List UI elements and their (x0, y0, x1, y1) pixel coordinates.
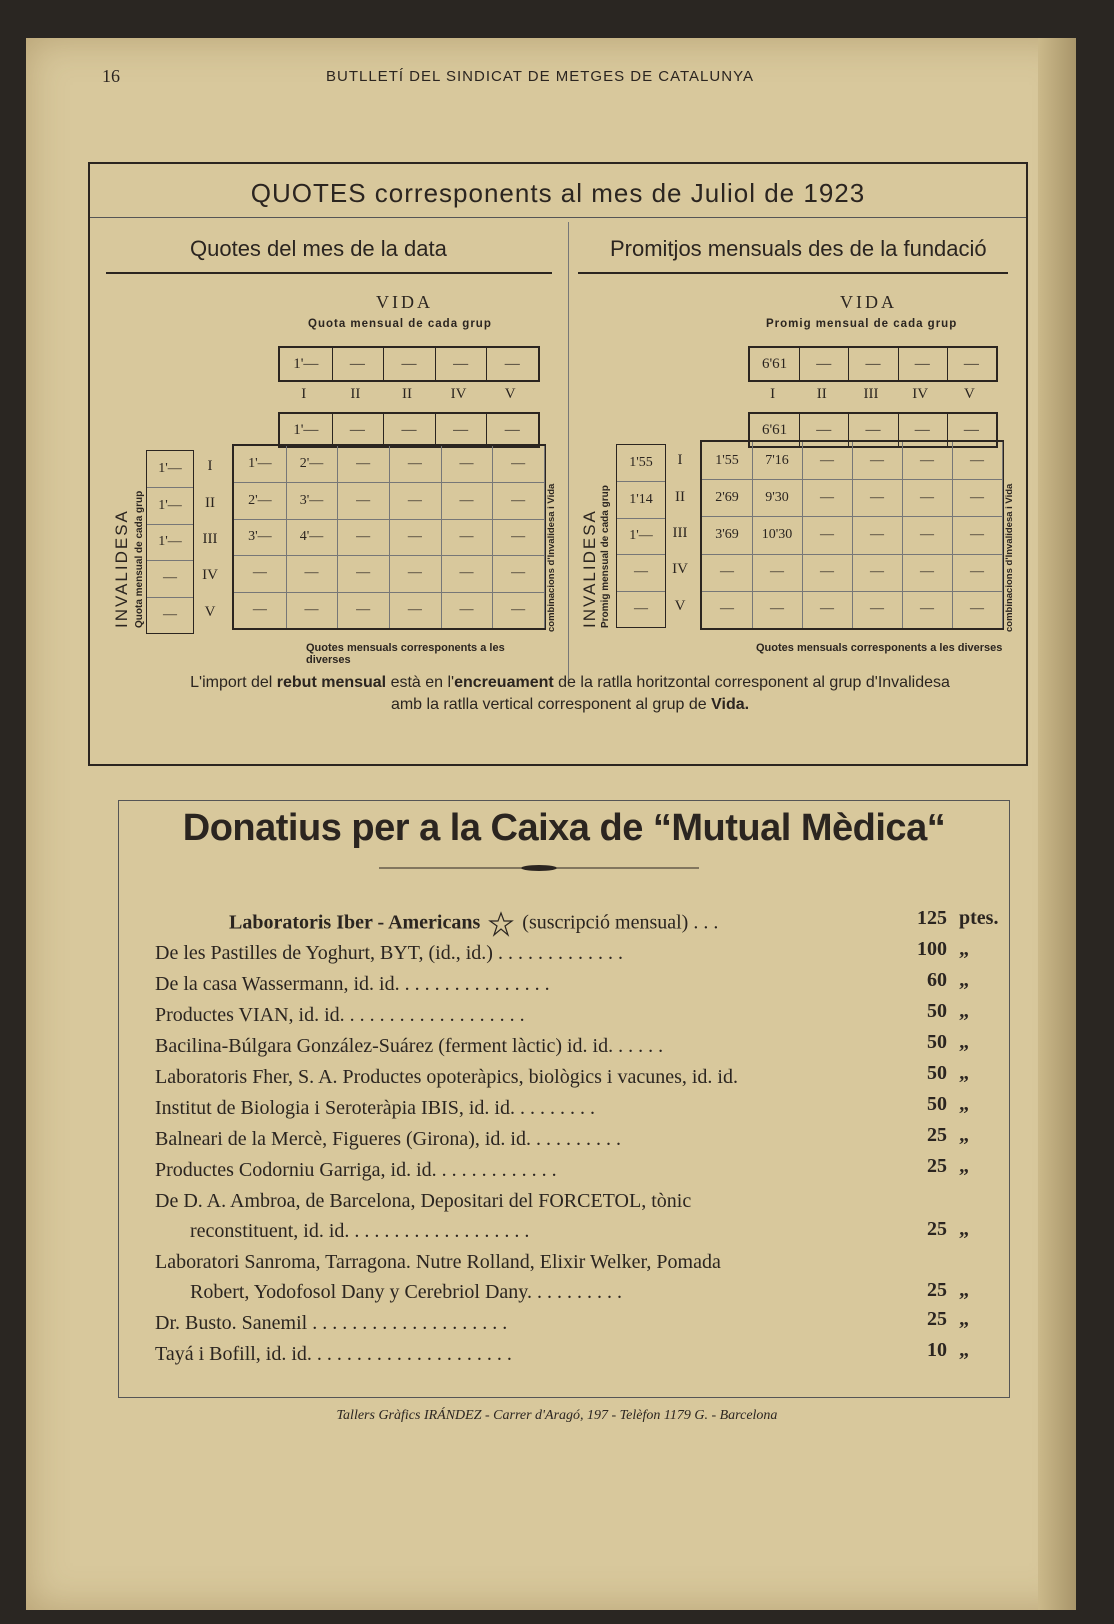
left-matrix-cell: 4'— (286, 519, 339, 555)
left-matrix-cell: — (337, 555, 390, 591)
donation-text: Balneari de la Mercè, Figueres (Girona), id. id. . . . . . . . . . (155, 1128, 621, 1150)
left-vida-roman: II (401, 386, 412, 402)
left-matrix-row (234, 592, 544, 628)
right-matrix-cell: — (852, 591, 903, 628)
left-matrix-cell: — (441, 446, 494, 482)
right-matrix-row (702, 442, 1002, 480)
right-matrix-cell: — (802, 479, 853, 516)
left-matrix-cell: — (492, 592, 545, 628)
donation-unit: „ (959, 1155, 969, 1177)
donation-amount: 10 (927, 1339, 947, 1361)
donation-text: Productes VIAN, id. id. . . . . . . . . . . . . . . . . . . (155, 1004, 525, 1026)
donation-unit: „ (959, 1000, 969, 1022)
right-heading-rule (578, 272, 1008, 274)
right-matrix-cell: 3'69 (702, 516, 753, 553)
right-matrix-cell: 1'55 (702, 442, 753, 479)
right-row-roman: IV (672, 561, 688, 578)
right-matrix-cell: — (902, 442, 953, 479)
right-matrix-cell: — (802, 591, 853, 628)
right-matrix-cell: — (852, 554, 903, 591)
left-invalidesa-label: INVALIDESA (112, 509, 131, 628)
right-matrix-cell: — (952, 591, 1003, 628)
donation-amount: 25 (927, 1124, 947, 1146)
left-vida-roman: II (350, 386, 361, 402)
donation-text: Bacilina-Búlgara González-Suárez (ferment làctic) id. id. . . . . . (155, 1035, 664, 1057)
right-matrix-cell: 9'30 (752, 479, 803, 516)
donation-text-cont: Robert, Yodofosol Dany y Cerebriol Dany. . . . . . . . . . (190, 1281, 623, 1303)
ornament-rule (379, 863, 699, 873)
donation-unit: „ (959, 1308, 969, 1330)
left-matrix-cell: — (337, 446, 390, 482)
left-matrix-cell: 3'— (234, 519, 287, 555)
left-top-cell: 1'— (280, 348, 333, 380)
left-matrix-row (234, 519, 544, 556)
left-invalidesa-cell: — (147, 560, 193, 597)
right-second-cell: — (963, 421, 979, 438)
donation-text: De D. A. Ambroa, de Barcelona, Depositari del FORCETOL, tònic (155, 1190, 692, 1212)
printer-footer: Tallers Gràfics IRÁNDEZ - Carrer d'Aragó, 197 - Telèfon 1179 G. - Barcelona (336, 1408, 778, 1423)
right-matrix-cell: 10'30 (752, 516, 803, 553)
quotes-table-box (88, 162, 1028, 766)
donation-amount: 50 (927, 1000, 947, 1022)
right-invalidesa-cell: 1'— (617, 518, 665, 555)
left-matrix-cell: — (337, 482, 390, 518)
donation-unit: „ (959, 1124, 969, 1146)
donation-amount: 60 (927, 969, 947, 991)
left-matrix-cell: — (337, 519, 390, 555)
note-text-1: L'import del (190, 674, 277, 691)
right-row-roman: III (672, 525, 688, 541)
right-top-cell: — (848, 348, 898, 380)
title-rule (90, 217, 1026, 218)
right-top-cell: — (963, 355, 979, 372)
left-invalidesa-sub: Quota mensual de cada grup (134, 490, 145, 628)
left-row-roman: IV (202, 567, 218, 584)
donation-amount: 50 (927, 1093, 947, 1115)
right-combination-matrix (700, 440, 1004, 630)
left-matrix-cell: — (234, 555, 287, 591)
running-header (0, 66, 1114, 90)
left-matrix-cell: 2'— (286, 446, 339, 482)
left-vida-sub: Quota mensual de cada grup (308, 318, 492, 330)
left-invalidesa-cell: 1'— (147, 487, 193, 524)
donation-amount: 125 (917, 907, 947, 929)
left-matrix-cell: — (337, 592, 390, 628)
left-heading: Quotes del mes de la data (190, 236, 447, 261)
right-matrix-cell: 2'69 (702, 479, 753, 516)
left-matrix-cell: — (492, 482, 545, 518)
donation-note: (suscripció mensual) . . . (522, 911, 719, 934)
right-matrix-row (702, 479, 1002, 517)
right-vida-roman: III (863, 386, 879, 402)
page-number: 16 (102, 66, 120, 86)
right-vida-roman: IV (912, 386, 929, 402)
left-heading-rule (106, 272, 552, 274)
left-second-cell: — (435, 414, 488, 446)
note-bold-3: Vida. (711, 696, 750, 713)
right-invalidesa-column (616, 444, 666, 628)
left-matrix-row (234, 446, 544, 483)
left-matrix-cell: — (389, 446, 442, 482)
left-matrix-cell: 3'— (286, 482, 339, 518)
right-top-cell: — (898, 348, 948, 380)
right-matrix-row (702, 554, 1002, 592)
donation-text: Institut de Biologia i Seroteràpia IBIS, id. id. . . . . . . . . (155, 1097, 595, 1119)
right-second-cell: 6'61 (750, 414, 800, 446)
right-second-cell: — (799, 414, 849, 446)
right-matrix-cell: — (952, 554, 1003, 591)
left-top-cell: — (383, 348, 436, 380)
donation-name: Laboratoris Iber - Americans (229, 911, 481, 934)
left-matrix-row (234, 482, 544, 519)
right-vida-sub: Promig mensual de cada grup (766, 318, 958, 330)
quotes-title: QUOTES corresponents al mes de Juliol de 1923 (250, 178, 866, 208)
left-matrix-cell: — (492, 555, 545, 591)
donation-unit: „ (959, 1093, 969, 1115)
right-matrix-cell: — (902, 479, 953, 516)
right-matrix-cell: — (802, 516, 853, 553)
donations-box (118, 800, 1010, 1398)
right-matrix-cell: 7'16 (752, 442, 803, 479)
left-vida-roman: IV (450, 386, 467, 402)
panel-divider (568, 222, 569, 682)
right-row-roman: I (677, 452, 683, 469)
right-invalidesa-cell: — (634, 600, 648, 616)
left-matrix-cell: — (492, 519, 545, 555)
left-second-cell: — (383, 414, 436, 446)
left-matrix-cell: — (441, 592, 494, 628)
donation-amount: 50 (927, 1062, 947, 1084)
left-invalidesa-cell: — (163, 606, 177, 622)
left-vida-top-row (278, 346, 540, 382)
left-matrix-cell: — (286, 592, 339, 628)
donation-amount: 25 (927, 1218, 947, 1240)
left-matrix-row (234, 555, 544, 592)
right-matrix-cell: — (702, 591, 753, 628)
left-vida-label: VIDA (376, 292, 433, 312)
left-matrix-cell: — (389, 519, 442, 555)
left-matrix-cell: — (441, 482, 494, 518)
right-invalidesa-label: INVALIDESA (580, 509, 599, 628)
right-invalidesa-sub: Promig mensual de cada grup (600, 485, 611, 628)
donation-unit: ptes. (959, 907, 999, 929)
donation-unit: „ (959, 1218, 969, 1240)
left-matrix-cell: — (441, 555, 494, 591)
donation-text: Laboratori Sanroma, Tarragona. Nutre Rolland, Elixir Welker, Pomada (155, 1251, 721, 1273)
left-matrix-cell: — (234, 592, 287, 628)
right-row-roman: II (675, 488, 685, 505)
right-heading: Promitjos mensuals des de la fundació (610, 236, 987, 261)
quotes-note (120, 672, 1020, 716)
right-matrix-cell: — (702, 554, 753, 591)
right-matrix-cell: — (902, 554, 953, 591)
note-text-2: està en l' (386, 674, 455, 691)
donation-amount: 25 (927, 1308, 947, 1330)
left-second-cell: 1'— (280, 414, 333, 446)
donation-unit: „ (959, 1031, 969, 1053)
left-invalidesa-column (146, 450, 194, 634)
right-matrix-cell: — (902, 591, 953, 628)
right-second-cell: — (848, 414, 898, 446)
left-matrix-cell: — (441, 519, 494, 555)
right-invalidesa-cell: 1'55 (617, 445, 665, 482)
left-row-roman: III (202, 531, 218, 547)
left-row-roman: II (205, 494, 215, 511)
left-row-romans (198, 450, 222, 632)
right-matrix-cell: — (852, 479, 903, 516)
left-invalidesa-cell: 1'— (147, 524, 193, 561)
right-vida-roman: II (816, 386, 827, 402)
right-second-cell: — (898, 414, 948, 446)
right-panel (578, 284, 1015, 684)
left-invalidesa-cell: 1'— (147, 451, 193, 488)
running-title: BUTLLETÍ DEL SINDICAT DE METGES DE CATALUNYA (326, 68, 754, 85)
right-matrix-cell: — (852, 516, 903, 553)
left-combinacions-label: combinacions d'Invalidesa i Vida (546, 483, 557, 632)
right-row-romans (668, 444, 692, 626)
right-combinacions-label: combinacions d'Invalidesa i Vida (1004, 483, 1015, 632)
right-matrix-cell: — (952, 479, 1003, 516)
left-matrix-cell: 1'— (234, 446, 287, 482)
right-matrix-cell: — (952, 442, 1003, 479)
donation-text: De la casa Wassermann, id. id. . . . . . . . . . . . . . . . (155, 973, 550, 995)
donation-text: Dr. Busto. Sanemil . . . . . . . . . . . . . . . . . . . . (155, 1312, 508, 1334)
leaf-emblem-icon (488, 911, 514, 937)
donation-text: Productes Codorniu Garriga, id. id. . . . . . . . . . . . . (155, 1159, 557, 1181)
right-matrix-cell: — (852, 442, 903, 479)
left-top-cell: — (332, 348, 385, 380)
right-matrix-cell: — (902, 516, 953, 553)
left-matrix-cell: — (286, 555, 339, 591)
donation-unit: „ (959, 938, 969, 960)
right-matrix-cell: — (752, 591, 803, 628)
left-matrix-cell: — (492, 446, 545, 482)
left-row-roman: V (204, 603, 216, 620)
donation-text (229, 911, 929, 937)
donation-unit: „ (959, 1279, 969, 1301)
left-matrix-cell: 2'— (234, 482, 287, 518)
right-vida-label: VIDA (840, 292, 897, 312)
donation-unit: „ (959, 1339, 969, 1361)
left-row-roman: I (207, 458, 213, 475)
right-vida-romans (748, 386, 994, 406)
right-vida-roman: V (963, 386, 975, 402)
right-matrix-row (702, 516, 1002, 554)
note-bold-1: rebut mensual (276, 674, 387, 691)
right-invalidesa-cell: 1'14 (617, 481, 665, 518)
donation-amount: 25 (927, 1279, 947, 1301)
left-vida-roman: V (504, 386, 516, 402)
note-bold-2: encreuament (454, 674, 554, 691)
right-matrix-cell: — (952, 516, 1003, 553)
left-matrix-cell: — (389, 482, 442, 518)
donation-amount: 25 (927, 1155, 947, 1177)
note-text-4: amb la ratlla vertical corresponent al grup de (390, 696, 712, 713)
donation-unit: „ (959, 969, 969, 991)
donation-amount: 100 (917, 938, 947, 960)
left-second-cell: — (504, 421, 520, 438)
right-matrix-cell: — (802, 554, 853, 591)
left-second-cell: — (332, 414, 385, 446)
right-top-cell: 6'61 (750, 348, 800, 380)
left-vida-second-row (278, 412, 540, 448)
page-edge (1038, 38, 1076, 1610)
right-vida-top-row (748, 346, 998, 382)
right-bottom-caption: Quotes mensuals corresponents a les diverses (756, 642, 1003, 654)
donations-title: Donatius per a la Caixa de “Mutual Mèdica“ (182, 807, 946, 849)
donation-text: De les Pastilles de Yoghurt, BYT, (id., id.) . . . . . . . . . . . . . (155, 942, 623, 964)
left-matrix-cell: — (389, 592, 442, 628)
right-top-cell: — (799, 348, 849, 380)
note-text-3: de la ratlla horitzontal corresponent al grup d'Invalidesa (553, 674, 950, 691)
left-matrix-cell: — (389, 555, 442, 591)
right-matrix-cell: — (752, 554, 803, 591)
donation-text-cont: reconstituent, id. id. . . . . . . . . . . . . . . . . . . (190, 1220, 530, 1242)
left-top-cell: — (504, 355, 520, 372)
right-vida-roman: I (770, 386, 776, 402)
donation-amount: 50 (927, 1031, 947, 1053)
left-combination-matrix (232, 444, 546, 630)
left-bottom-caption: Quotes mensuals corresponents a les diverses (306, 642, 505, 666)
left-top-cell: — (435, 348, 488, 380)
left-vida-roman: I (301, 386, 307, 402)
donation-text: Laboratoris Fher, S. A. Productes opoteràpics, biològics i vacunes, id. id. (155, 1066, 738, 1088)
right-row-roman: V (674, 597, 686, 614)
right-matrix-cell: — (802, 442, 853, 479)
right-matrix-row (702, 591, 1002, 628)
donation-text: Tayá i Bofill, id. id. . . . . . . . . . . . . . . . . . . . . (155, 1343, 512, 1365)
right-invalidesa-cell: — (617, 554, 665, 591)
left-vida-romans (278, 386, 536, 406)
donation-unit: „ (959, 1062, 969, 1084)
